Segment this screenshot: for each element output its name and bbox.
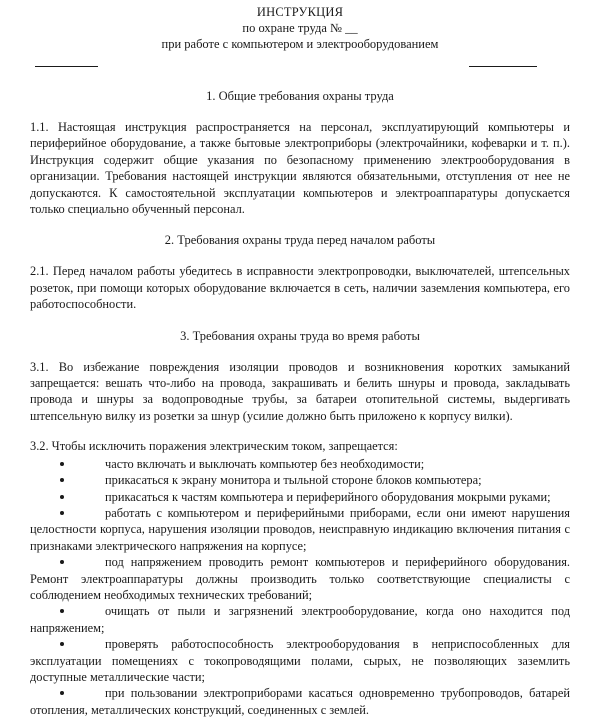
list-item-label: прикасаться к экрану монитора и тыльной стороне блоков компьютера; bbox=[105, 473, 482, 488]
section-heading-3: 3. Требования охраны труда во время работы bbox=[180, 328, 420, 343]
list-item bbox=[30, 456, 570, 472]
list-item-label: часто включать и выключать компьютер без необходимости; bbox=[105, 456, 425, 471]
signature-blanks-row bbox=[30, 56, 570, 76]
paragraph-1-1: 1.1. Настоящая инструкция распространяется на персонал, эксплуатирующий компьютеры и периферийное оборудование, а также бытовые электроприборы (электрочайники, кофеварки и т. п.). Инструкция содержит общие указания по безопасному применению электрооборудования в организации. Требования настоящей инструкции являются обязательными, отступления от нее не допускаются. К самостоятельной эксплуатации компьютеров и электроаппаратуры допускается только специально обученный персонал. bbox=[30, 120, 570, 217]
section-heading-1: 1. Общие требования охраны труда bbox=[206, 89, 394, 103]
bullet-icon bbox=[60, 462, 64, 466]
list-item bbox=[30, 472, 570, 488]
list-item bbox=[30, 554, 570, 603]
list-item-label: при пользовании электроприборами касаться одновременно трубопроводов, батарей отопления, металлических конструкций, соединенных с землей. bbox=[30, 686, 570, 717]
list-item bbox=[30, 685, 570, 718]
list-item bbox=[30, 636, 570, 685]
list-item-label: под напряжением проводить ремонт компьютеров и периферийного оборудования. Ремонт электроаппаратуры должны производить только соответствующие специалисты с соблюдением необходимых технических требований; bbox=[30, 555, 570, 602]
paragraph-3-1: 3.1. Во избежание повреждения изоляции проводов и возникновения коротких замыканий запрещается: вешать что-либо на провода, закрашивать и белить шнуры и провода, закладывать провода и шнуры за водопроводные трубы, за батареи отопительной системы, выдергивать штепсельную вилку из розетки за шнур (усилие должно быть приложено к корпусу вилки). bbox=[30, 359, 570, 423]
list-item-label: работать с компьютером и периферийными приборами, если они имеют нарушения целостности корпуса, нарушения изоляции проводов, неисправную индикацию включения питания с признаками электрического напряжения на корпусе; bbox=[30, 505, 570, 553]
document-title-line-2: по охране труда № __ bbox=[242, 21, 358, 35]
prohibitions-bullet-list bbox=[30, 456, 570, 718]
section-heading-2: 2. Требования охраны труда перед началом работы bbox=[164, 233, 436, 248]
list-item bbox=[30, 603, 570, 636]
signature-blank-right bbox=[469, 66, 537, 67]
paragraph-2-1: 2.1. Перед началом работы убедитесь в исправности электропроводки, выключателей, штепсельных розеток, при помощи которых оборудование включается в сеть, наличии заземления компьютера, его работоспособности. bbox=[30, 264, 570, 312]
list-item-label: проверять работоспособность электрооборудования в неприспособленных для эксплуатации помещениях с токопроводящими полами, сырых, не позволяющих заземлить доступные металлические части; bbox=[30, 637, 570, 684]
list-item-label: очищать от пыли и загрязнений электрооборудование, когда оно находится под напряжением; bbox=[30, 604, 570, 635]
bullet-icon bbox=[60, 495, 64, 499]
document-title-block bbox=[30, 4, 570, 52]
paragraph-3-2: 3.2. Чтобы исключить поражения электрическим током, запрещается: bbox=[30, 439, 398, 454]
document-title-line-1: ИНСТРУКЦИЯ bbox=[256, 5, 344, 19]
list-item bbox=[30, 489, 570, 505]
document-title-line-3: при работе с компьютером и электрооборудованием bbox=[161, 37, 439, 51]
signature-blank-left bbox=[35, 66, 98, 67]
list-item bbox=[30, 505, 570, 554]
list-item-label: прикасаться к частям компьютера и периферийного оборудования мокрыми руками; bbox=[105, 489, 551, 504]
bullet-icon bbox=[60, 511, 64, 515]
